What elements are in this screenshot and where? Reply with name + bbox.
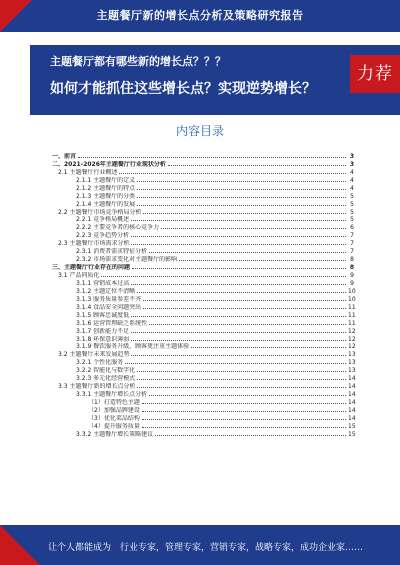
toc-entry[interactable] <box>52 176 354 184</box>
toc-leader-dots <box>101 276 346 277</box>
toc-leader-dots <box>131 340 346 341</box>
toc-entry[interactable] <box>52 239 354 247</box>
toc-leader-dots <box>137 379 346 380</box>
toc-page-number: 12 <box>348 327 356 335</box>
toc-entry[interactable] <box>52 160 354 168</box>
toc-entry-label: 2.3.2 市场需求变化对主题餐厅的影响 <box>76 256 178 264</box>
toc-entry[interactable] <box>52 223 354 231</box>
toc-page-number: 14 <box>348 391 356 399</box>
toc-page-number: 5 <box>350 192 354 200</box>
toc-entry-label: 3.1.5 顾客忠诚度低 <box>76 311 130 319</box>
toc-entry-label: 3.1.8 环保意识薄弱 <box>76 335 130 343</box>
toc-entry-label: 2.1.3 主题餐厅的分类 <box>76 192 136 200</box>
toc-entry[interactable] <box>52 335 354 343</box>
toc-page-number: 15 <box>348 422 356 430</box>
toc-leader-dots <box>137 292 346 293</box>
toc-page-number: 4 <box>350 168 354 176</box>
toc-leader-dots <box>155 435 346 436</box>
recommend-logo: 力荐 <box>350 55 400 93</box>
toc-entry-label: 2.3.1 消费者需求特征分析 <box>76 248 148 256</box>
toc-entry[interactable] <box>52 430 354 438</box>
toc-entry-label: 二、2021-2026年主题餐厅行业现状分析 <box>52 160 166 168</box>
footer-slogan-right: 行业专家，管理专家，营销专家，战略专家，成功企业家…… <box>120 543 364 553</box>
toc-entry-label: 2.2 主题餐厅市场竞争格局分析 <box>58 208 142 216</box>
toc-entry-label: 3.1.6 运营管理缺乏系统性 <box>76 319 148 327</box>
toc-entry[interactable] <box>52 247 354 255</box>
toc-leader-dots <box>179 260 346 261</box>
footer-corner-accent <box>0 525 40 565</box>
toc-entry[interactable] <box>52 343 354 351</box>
toc-entry[interactable] <box>52 366 354 374</box>
toc-entry[interactable] <box>52 350 354 358</box>
toc-entry-label: 3.3.1 主题餐厅增长点分析 <box>76 391 148 399</box>
toc-leader-dots <box>161 228 346 229</box>
toc-entry[interactable] <box>52 311 354 319</box>
toc-leader-dots <box>142 403 346 404</box>
toc-leader-dots <box>143 300 346 301</box>
toc-page-number: 11 <box>348 303 356 311</box>
toc-page-number: 14 <box>348 375 356 383</box>
toc-entry[interactable] <box>52 382 354 390</box>
toc-entry[interactable] <box>52 358 354 366</box>
toc-leader-dots <box>137 371 346 372</box>
table-of-contents <box>52 152 354 438</box>
toc-entry[interactable] <box>52 231 354 239</box>
toc-entry[interactable] <box>52 374 354 382</box>
toc-entry[interactable] <box>52 303 354 311</box>
toc-entry-label: 2.1 主题餐厅行业概述 <box>58 168 118 176</box>
toc-leader-dots <box>191 347 346 348</box>
toc-leader-dots <box>131 220 346 221</box>
toc-entry-label: 2.2.3 竞争趋势分析 <box>76 232 130 240</box>
toc-page-number: 11 <box>348 311 356 319</box>
toc-leader-dots <box>149 252 346 253</box>
toc-page-number: 11 <box>348 319 356 327</box>
toc-page-number: 14 <box>348 399 356 406</box>
toc-page-number: 14 <box>348 383 356 391</box>
toc-page-number: 8 <box>349 264 354 272</box>
banner-question-1: 主题餐厅都有哪些新的增长点？？？ <box>50 55 226 68</box>
toc-entry-label: 2.2.2 主要竞争者的核心竞争力 <box>76 224 160 232</box>
toc-page-number: 5 <box>350 200 354 208</box>
toc-leader-dots <box>131 316 346 317</box>
toc-entry-label: 3.2.3 多元化经营模式 <box>76 375 136 383</box>
toc-entry[interactable] <box>52 271 354 279</box>
toc-leader-dots <box>131 244 346 245</box>
toc-leader-dots <box>137 181 346 182</box>
toc-entry[interactable] <box>52 287 354 295</box>
toc-leader-dots <box>131 355 346 356</box>
toc-page-number: 15 <box>348 430 356 438</box>
toc-leader-dots <box>142 427 346 428</box>
toc-entry[interactable] <box>52 255 354 263</box>
toc-page-number: 7 <box>350 240 354 248</box>
toc-page-number: 4 <box>350 184 354 192</box>
toc-entry-label: （4）提升服务质量 <box>88 422 140 430</box>
toc-page-number: 6 <box>350 224 354 232</box>
toc-page-number: 10 <box>348 287 356 295</box>
toc-entry[interactable] <box>52 414 354 422</box>
toc-page-number: 12 <box>348 335 356 343</box>
toc-entry[interactable] <box>52 152 354 160</box>
toc-page-number: 12 <box>348 343 356 351</box>
toc-page-number: 9 <box>350 272 354 279</box>
toc-page-number: 13 <box>348 351 356 359</box>
toc-entry-label: 3.1.3 服务质量参差不齐 <box>76 295 142 303</box>
toc-leader-dots <box>132 268 346 269</box>
toc-entry[interactable] <box>52 192 354 200</box>
toc-entry-label: 三、主题餐厅行业存在的问题 <box>52 264 131 272</box>
toc-entry-label: 2.1.4 主题餐厅的发展 <box>76 200 136 208</box>
toc-entry-label: 3.1 产品同质化 <box>58 272 100 279</box>
toc-entry[interactable] <box>52 184 354 192</box>
toc-entry[interactable] <box>52 263 354 271</box>
toc-page-number: 8 <box>350 256 354 264</box>
toc-page-number: 13 <box>348 359 356 367</box>
toc-entry-label: 3.2 主题餐厅未来发展趋势 <box>58 351 130 359</box>
toc-entry-label: 3.3.2 主题餐厅增长策略建议 <box>76 430 154 438</box>
toc-page-number: 3 <box>349 152 354 160</box>
toc-entry-label: （2）加强品牌建设 <box>88 406 140 414</box>
toc-leader-dots <box>137 197 346 198</box>
toc-entry-label: 3.3 主题餐厅新的增长点分析 <box>58 383 136 391</box>
footer-slogan-left: 让个人都能成为 <box>48 543 112 553</box>
toc-entry[interactable] <box>52 327 354 335</box>
toc-entry-label: 2.1.1 主题餐厅的定义 <box>76 176 136 184</box>
toc-entry-label: 3.1.9 餐饮服务升级，顾客更注重主题体验 <box>76 343 190 351</box>
toc-entry-label: 2.3 主题餐厅市场需求分析 <box>58 240 130 248</box>
report-title: 主题餐厅新的增长点分析及策略研究报告 <box>96 9 304 22</box>
toc-leader-dots <box>168 165 346 166</box>
toc-entry[interactable] <box>52 422 354 430</box>
toc-entry[interactable] <box>52 390 354 398</box>
toc-leader-dots <box>131 332 346 333</box>
toc-page-number: 10 <box>348 295 356 303</box>
toc-entry-label: 3.1.1 营销成本过高 <box>76 279 130 287</box>
toc-entry-label: （3）优化菜品结构 <box>88 414 140 422</box>
toc-leader-dots <box>131 236 346 237</box>
toc-entry-label: 3.1.2 主题定位不清晰 <box>76 287 136 295</box>
toc-page-number: 4 <box>350 176 354 184</box>
toc-page-number: 3 <box>349 160 354 168</box>
toc-title: 内容目录 <box>175 124 224 138</box>
toc-entry-label: （1）打造特色主题 <box>88 399 140 406</box>
toc-page-number: 13 <box>348 367 356 375</box>
toc-leader-dots <box>137 387 346 388</box>
toc-page-number: 7 <box>350 232 354 240</box>
toc-page-number: 14 <box>348 414 356 422</box>
toc-leader-dots <box>143 213 346 214</box>
toc-page-number: 5 <box>350 216 354 224</box>
toc-leader-dots <box>137 189 346 190</box>
toc-entry-label: 3.2.1 个性化服务 <box>76 359 124 367</box>
toc-entry[interactable] <box>52 216 354 224</box>
toc-entry[interactable] <box>52 200 354 208</box>
toc-entry[interactable] <box>52 319 354 327</box>
toc-entry-label: 3.2.2 智能化与数字化 <box>76 367 136 375</box>
toc-entry[interactable] <box>52 208 354 216</box>
toc-leader-dots <box>137 205 346 206</box>
toc-leader-dots <box>142 419 346 420</box>
toc-leader-dots <box>78 157 346 158</box>
toc-entry-label: 3.1.4 食品安全问题突出 <box>76 303 142 311</box>
toc-page-number: 14 <box>348 406 356 414</box>
toc-page-number: 9 <box>350 279 354 287</box>
toc-leader-dots <box>142 411 346 412</box>
toc-entry[interactable] <box>52 168 354 176</box>
toc-entry-label: 2.1.2 主题餐厅的特点 <box>76 184 136 192</box>
toc-entry[interactable] <box>52 406 354 414</box>
toc-leader-dots <box>125 363 346 364</box>
toc-entry[interactable] <box>52 398 354 406</box>
toc-page-number: 5 <box>350 208 354 216</box>
toc-page-number: 7 <box>350 248 354 256</box>
toc-entry[interactable] <box>52 295 354 303</box>
toc-entry-label: 3.1.7 创新能力不足 <box>76 327 130 335</box>
toc-entry-label: 2.2.1 竞争格局概述 <box>76 216 130 224</box>
toc-leader-dots <box>131 284 346 285</box>
toc-entry[interactable] <box>52 279 354 287</box>
toc-leader-dots <box>119 173 346 174</box>
banner-question-2: 如何才能抓住这些增长点？实现逆势增长？ <box>50 81 316 97</box>
toc-entry-label: 一、前言 <box>52 152 77 160</box>
toc-leader-dots <box>149 395 346 396</box>
toc-leader-dots <box>143 308 346 309</box>
toc-leader-dots <box>149 324 346 325</box>
